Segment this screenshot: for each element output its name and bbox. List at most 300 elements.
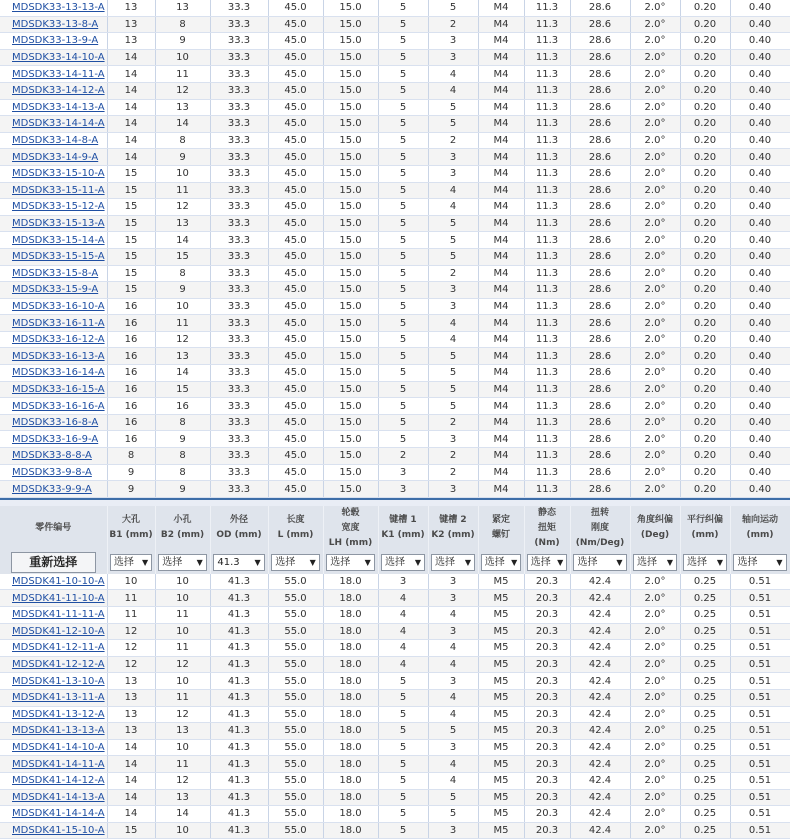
table-cell: 0.51 [730,822,790,839]
table-cell: 2.0° [630,365,680,382]
column-header-line: 扭转 [590,507,609,518]
chevron-down-icon: ▼ [511,557,518,567]
table-cell: 5 [428,215,478,232]
table-row [0,149,790,166]
table-cell: 42.4 [570,772,630,789]
table-cell: 14 [107,132,155,149]
column-header-line: 刚度 [590,522,609,533]
chevron-down-icon: ▼ [616,557,623,567]
table-cell: 28.6 [570,99,630,116]
part-number-link[interactable]: MDSDK33-15-9-A [12,284,99,296]
part-number-link[interactable]: MDSDK41-14-10-A [12,742,105,754]
table-cell: 5 [378,689,428,706]
filter-select[interactable] [381,554,425,571]
table-cell: 13 [107,673,155,690]
table-cell: 2.0° [630,431,680,448]
table-cell: 0.25 [680,607,730,624]
table-cell: 20.3 [524,574,570,590]
filter-select-value: 选择 [686,556,707,568]
table-cell: 16 [107,414,155,431]
table-cell: 45.0 [268,165,323,182]
table-cell: 42.4 [570,723,630,740]
table-row [0,0,790,16]
table-cell: 33.3 [210,116,268,133]
part-number-link[interactable]: MDSDK33-16-9-A [12,433,99,445]
column-header [155,506,210,551]
table-cell: 20.3 [524,822,570,839]
part-number-link[interactable]: MDSDK33-9-9-A [12,483,92,495]
part-number-link[interactable]: MDSDK41-15-10-A [12,825,105,837]
part-number-link[interactable]: MDSDK33-15-11-A [12,184,105,196]
table-cell: 20.3 [524,689,570,706]
table-cell: 5 [378,706,428,723]
table-cell: 0.20 [680,265,730,282]
table-cell: 9 [155,33,210,50]
table-cell: 0.40 [730,348,790,365]
table-row [0,116,790,133]
table-cell: 0.25 [680,723,730,740]
part-number-cell [0,315,107,332]
part-number-link[interactable]: MDSDK33-14-13-A [12,101,105,113]
table-cell: 0.40 [730,398,790,415]
table-cell: 33.3 [210,99,268,116]
part-number-cell [0,448,107,465]
table-cell: 18.0 [323,756,378,773]
filter-select[interactable] [527,554,568,571]
filter-select[interactable] [326,554,375,571]
part-number-link[interactable]: MDSDK33-15-12-A [12,201,105,213]
table-cell: 0.40 [730,132,790,149]
table-cell: 5 [378,165,428,182]
part-number-link[interactable]: MDSDK41-13-13-A [12,725,105,737]
part-number-link[interactable]: MDSDK33-14-9-A [12,151,99,163]
table-cell: 11 [155,756,210,773]
table-cell: 12 [107,640,155,657]
column-header-line: 零件编号 [35,522,72,533]
part-number-link[interactable]: MDSDK33-13-9-A [12,35,99,47]
table-cell: 5 [378,116,428,133]
filter-cell [730,551,790,574]
table-cell: 15.0 [323,448,378,465]
filter-select-value: 选择 [330,556,351,568]
table-cell: 13 [155,723,210,740]
table-row [0,99,790,116]
table-cell: 4 [378,656,428,673]
part-number-link[interactable]: MDSDK33-13-8-A [12,18,99,30]
table-cell: 16 [107,431,155,448]
part-number-link[interactable]: MDSDK33-16-12-A [12,334,105,346]
table-cell: 45.0 [268,398,323,415]
table-cell: 14 [107,149,155,166]
part-number-link[interactable]: MDSDK41-14-11-A [12,758,105,770]
filter-cell [155,551,210,574]
table-cell: 45.0 [268,199,323,216]
table-cell: 33.3 [210,298,268,315]
table-cell: 15 [155,381,210,398]
part-number-link[interactable]: MDSDK41-11-11-A [12,609,105,621]
table-row [0,590,790,607]
table-cell: 8 [107,448,155,465]
table-cell: M5 [478,640,524,657]
table-cell: 16 [107,315,155,332]
table-cell: 45.0 [268,232,323,249]
table-cell: 0.40 [730,248,790,265]
table-cell: 0.20 [680,0,730,16]
table-cell: 5 [378,673,428,690]
table-cell: 0.40 [730,116,790,133]
table-cell: 5 [378,756,428,773]
table-cell: 20.3 [524,723,570,740]
filter-select[interactable] [633,554,677,571]
table-cell: 5 [428,723,478,740]
table-cell: 16 [107,331,155,348]
table-cell: 2.0° [630,673,680,690]
table-cell: 3 [428,739,478,756]
table-cell: 14 [107,739,155,756]
table-cell: 0.51 [730,607,790,624]
table-cell: 45.0 [268,49,323,66]
table-cell: M4 [478,149,524,166]
table-cell: 4 [428,772,478,789]
table-cell: 0.40 [730,0,790,16]
table-cell: 0.40 [730,464,790,481]
table-cell: 33.3 [210,215,268,232]
table-cell: 28.6 [570,381,630,398]
part-number-link[interactable]: MDSDK33-15-14-A [12,234,105,246]
table-cell: 0.25 [680,640,730,657]
filter-cell [107,551,155,574]
table-cell: 5 [378,149,428,166]
table-cell: 45.0 [268,448,323,465]
table-cell: 0.40 [730,365,790,382]
table-cell: 3 [428,298,478,315]
part-number-cell [0,574,107,590]
table-cell: 15.0 [323,16,378,33]
table-cell: 16 [155,398,210,415]
filter-select[interactable] [110,554,152,571]
filter-select[interactable] [683,554,727,571]
table-cell: 2.0° [630,756,680,773]
chevron-down-icon: ▼ [364,557,371,567]
table-cell: 0.51 [730,723,790,740]
filter-header [0,506,790,574]
table-cell: 5 [428,248,478,265]
filter-select[interactable] [481,554,522,571]
table-row [0,806,790,823]
table-cell: 0.20 [680,16,730,33]
table-cell: 3 [428,165,478,182]
table-cell: 0.20 [680,248,730,265]
section-divider [0,498,790,506]
table-cell: 33.3 [210,82,268,99]
table-cell: 28.6 [570,315,630,332]
table-cell: 3 [428,49,478,66]
table-cell: M4 [478,448,524,465]
table-cell: M5 [478,623,524,640]
table-cell: 14 [155,365,210,382]
reset-button[interactable]: 重新选择 [11,552,96,573]
part-number-link[interactable]: MDSDK41-12-11-A [12,642,105,654]
table-cell: 28.6 [570,414,630,431]
table-cell: 2.0° [630,739,680,756]
table-cell: 15.0 [323,265,378,282]
filter-select[interactable] [431,554,475,571]
part-number-cell [0,673,107,690]
table-cell: M4 [478,0,524,16]
table-cell: 0.20 [680,298,730,315]
table-cell: M4 [478,431,524,448]
table-cell: 2.0° [630,623,680,640]
table-cell: M4 [478,265,524,282]
filter-cell [478,551,524,574]
table-cell: 15.0 [323,0,378,16]
table-cell: 4 [378,623,428,640]
table-cell: 14 [107,82,155,99]
part-number-link[interactable]: MDSDK41-11-10-A [12,592,105,604]
table-cell: 45.0 [268,99,323,116]
table-cell: 0.25 [680,623,730,640]
column-header [268,506,323,551]
table-cell: 10 [155,739,210,756]
table-cell: 9 [155,282,210,299]
filter-select[interactable] [158,554,207,571]
filter-select-value: 选择 [162,556,183,568]
table-cell: 3 [428,590,478,607]
table-cell: 4 [378,640,428,657]
table-row [0,640,790,657]
filter-cell [680,551,730,574]
table-cell: 18.0 [323,640,378,657]
table-cell: 55.0 [268,607,323,624]
table-cell: 45.0 [268,248,323,265]
column-header [323,506,378,551]
part-number-link[interactable]: MDSDK41-13-12-A [12,708,105,720]
part-number-cell [0,481,107,498]
table-cell: 28.6 [570,49,630,66]
column-header [378,506,428,551]
table-cell: 0.40 [730,149,790,166]
table-cell: 4 [428,640,478,657]
filter-select-value: 选择 [113,556,134,568]
table-cell: M5 [478,806,524,823]
table-cell: 45.0 [268,315,323,332]
part-number-link[interactable]: MDSDK33-16-15-A [12,383,105,395]
table-cell: 28.6 [570,464,630,481]
table-cell: 9 [107,464,155,481]
table-cell: 0.25 [680,656,730,673]
table-cell: 11.3 [524,365,570,382]
part-number-link[interactable]: MDSDK41-13-11-A [12,692,105,704]
table-cell: 0.20 [680,398,730,415]
table-cell: 28.6 [570,33,630,50]
table-cell: 2.0° [630,82,680,99]
table-cell: 20.3 [524,656,570,673]
table-cell: 2.0° [630,806,680,823]
table-cell: 10 [155,49,210,66]
table-cell: 28.6 [570,82,630,99]
table-cell: 16 [107,381,155,398]
part-number-link[interactable]: MDSDK41-14-12-A [12,775,105,787]
filter-select[interactable] [271,554,320,571]
table-cell: 45.0 [268,132,323,149]
table-cell: M4 [478,481,524,498]
table-cell: 11 [107,590,155,607]
table-cell: 0.40 [730,99,790,116]
part-number-link[interactable]: MDSDK33-15-8-A [12,267,99,279]
table-cell: 11.3 [524,414,570,431]
table-cell: 14 [107,116,155,133]
table-row [0,132,790,149]
part-number-link[interactable]: MDSDK33-16-10-A [12,300,105,312]
table-cell: 14 [107,772,155,789]
table-cell: 10 [107,574,155,590]
part-number-link[interactable]: MDSDK33-14-12-A [12,85,105,97]
part-number-link[interactable]: MDSDK41-14-14-A [12,808,105,820]
table-cell: 15 [107,215,155,232]
part-number-link[interactable]: MDSDK33-16-16-A [12,400,105,412]
table-cell: 20.3 [524,673,570,690]
table-row [0,381,790,398]
table-cell: 42.4 [570,739,630,756]
table-cell: 11.3 [524,165,570,182]
table-row [0,481,790,498]
table-cell: M4 [478,165,524,182]
table-cell: 20.3 [524,640,570,657]
table-cell: 11.3 [524,99,570,116]
part-number-link[interactable]: MDSDK33-16-14-A [12,367,105,379]
table-cell: 5 [378,331,428,348]
table-cell: 55.0 [268,673,323,690]
table-cell: 18.0 [323,673,378,690]
table-cell: M4 [478,232,524,249]
table-cell: 41.3 [210,706,268,723]
part-number-cell [0,590,107,607]
table-cell: 42.4 [570,673,630,690]
table-cell: 5 [378,298,428,315]
table-cell: 55.0 [268,739,323,756]
table-cell: 55.0 [268,806,323,823]
table-cell: 18.0 [323,607,378,624]
table-row [0,49,790,66]
part-number-link[interactable]: MDSDK41-13-10-A [12,675,105,687]
part-number-link[interactable]: MDSDK41-12-12-A [12,659,105,671]
filter-select[interactable] [573,554,626,571]
part-number-link[interactable]: MDSDK33-16-8-A [12,417,99,429]
table-cell: 2.0° [630,640,680,657]
chevron-down-icon: ▼ [196,557,203,567]
part-number-link[interactable]: MDSDK33-15-15-A [12,251,105,263]
table-row [0,756,790,773]
part-number-link[interactable]: MDSDK33-15-13-A [12,218,105,230]
column-header-line: K1 (mm) [381,530,425,541]
table-cell: 14 [107,806,155,823]
table-cell: 0.40 [730,165,790,182]
table-cell: M5 [478,789,524,806]
part-number-cell [0,640,107,657]
table-row [0,365,790,382]
table-cell: 0.20 [680,116,730,133]
table-cell: 0.51 [730,789,790,806]
table-cell: 5 [378,132,428,149]
table-cell: 33.3 [210,464,268,481]
part-number-link[interactable]: MDSDK33-14-8-A [12,135,99,147]
table-cell: 3 [428,623,478,640]
table-cell: 45.0 [268,282,323,299]
table-cell: 14 [107,756,155,773]
table-cell: 5 [378,414,428,431]
table-row [0,182,790,199]
table-cell: 33.3 [210,182,268,199]
table-cell: 0.40 [730,16,790,33]
table-cell: 3 [428,673,478,690]
table-cell: 8 [155,265,210,282]
table-cell: 28.6 [570,0,630,16]
table-cell: 41.3 [210,756,268,773]
part-number-link[interactable]: MDSDK41-14-13-A [12,791,105,803]
filter-cell [524,551,570,574]
table-cell: 11.3 [524,398,570,415]
column-header-line: 小孔 [173,515,192,526]
part-number-link[interactable]: MDSDK41-12-10-A [12,625,105,637]
table-cell: 11.3 [524,448,570,465]
table-cell: 5 [428,381,478,398]
table-cell: 28.6 [570,348,630,365]
table-cell: 2.0° [630,66,680,83]
table-cell: 10 [155,673,210,690]
table-cell: 0.20 [680,66,730,83]
table-cell: 15 [107,232,155,249]
part-number-link[interactable]: MDSDK33-16-11-A [12,317,105,329]
table-cell: 45.0 [268,265,323,282]
table-cell: 12 [107,623,155,640]
part-number-link[interactable]: MDSDK41-10-10-A [12,576,105,588]
table-cell: 0.20 [680,348,730,365]
table-cell: 15.0 [323,66,378,83]
chevron-down-icon: ▼ [666,557,674,567]
part-number-link[interactable]: MDSDK33-14-10-A [12,52,105,64]
table-cell: 0.25 [680,756,730,773]
part-number-link[interactable]: MDSDK33-9-8-A [12,466,92,478]
table-cell: 11 [155,182,210,199]
filter-select[interactable] [213,554,264,571]
table-cell: 11.3 [524,149,570,166]
part-number-link[interactable]: MDSDK33-14-11-A [12,68,105,80]
table-cell: 4 [378,590,428,607]
table-cell: 41.3 [210,640,268,657]
table-cell: 0.51 [730,756,790,773]
part-number-cell [0,789,107,806]
part-number-link[interactable]: MDSDK33-13-13-A [12,2,105,14]
table-cell: 0.20 [680,448,730,465]
table-cell: M5 [478,739,524,756]
part-number-link[interactable]: MDSDK33-15-10-A [12,168,105,180]
table-cell: 11.3 [524,315,570,332]
table-cell: 28.6 [570,182,630,199]
table-cell: 2.0° [630,772,680,789]
column-header-line: 轴向运动 [741,515,778,526]
table-cell: 15.0 [323,365,378,382]
table-cell: 18.0 [323,689,378,706]
part-number-link[interactable]: MDSDK33-14-14-A [12,118,105,130]
table-cell: M4 [478,16,524,33]
part-number-link[interactable]: MDSDK33-8-8-A [12,450,92,462]
table-cell: 33.3 [210,16,268,33]
table-row [0,723,790,740]
filter-select[interactable] [733,554,786,571]
filter-select-value: 选择 [737,556,758,568]
chevron-down-icon: ▼ [464,557,472,567]
part-number-link[interactable]: MDSDK33-16-13-A [12,350,105,362]
